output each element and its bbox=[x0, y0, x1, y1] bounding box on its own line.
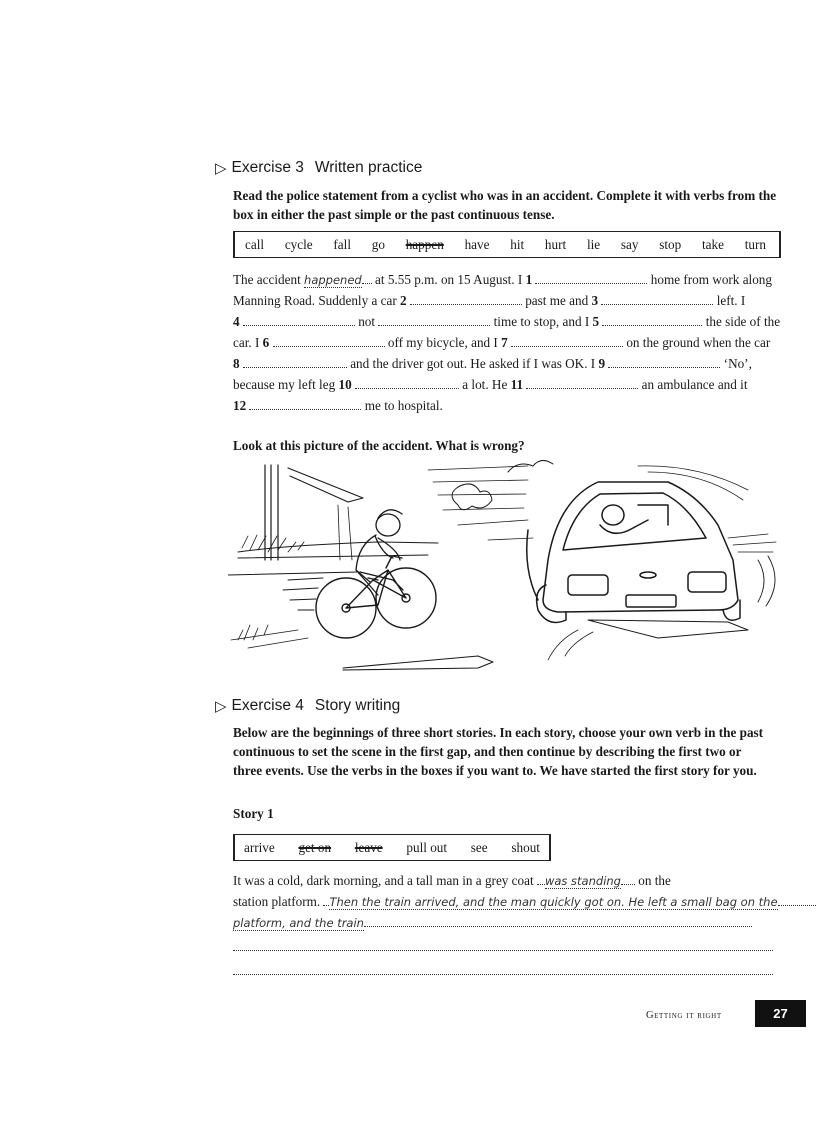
gap-12[interactable] bbox=[249, 397, 361, 410]
exercise-4-heading bbox=[215, 697, 400, 715]
ex3-word: happen bbox=[405, 236, 444, 252]
gap-4b[interactable] bbox=[378, 313, 490, 326]
gap-9[interactable] bbox=[608, 355, 720, 368]
statement-text: on the ground when the car bbox=[623, 335, 771, 350]
statement-line-1 bbox=[233, 269, 783, 290]
ex4-word: pull out bbox=[406, 839, 448, 855]
statement-text: the side of the bbox=[702, 314, 781, 329]
ex4-word: get on bbox=[298, 839, 332, 855]
story-1-text bbox=[233, 870, 778, 981]
gap-5[interactable] bbox=[602, 313, 702, 326]
story-line-2 bbox=[233, 891, 778, 912]
exercise-3-heading bbox=[215, 159, 422, 177]
statement-text: because my left leg bbox=[233, 377, 339, 392]
ex3-word: take bbox=[702, 236, 724, 252]
ex3-word: go bbox=[371, 236, 385, 252]
ex3-word: lie bbox=[586, 236, 601, 252]
running-title: Getting it right bbox=[646, 1010, 722, 1021]
statement-text: an ambulance and it bbox=[638, 377, 748, 392]
gap-number: 7 bbox=[501, 335, 508, 350]
gap-dots bbox=[778, 893, 816, 906]
ex3-word: stop bbox=[659, 236, 682, 252]
ex4-word: leave bbox=[354, 839, 383, 855]
exercise-3-number: Exercise 3 bbox=[231, 159, 304, 176]
statement-text: off my bicycle, and I bbox=[384, 335, 502, 350]
story-text: on the bbox=[634, 873, 671, 888]
triangle-arrow-icon: ▷ bbox=[215, 697, 227, 715]
story-text: station platform. bbox=[233, 894, 324, 909]
exercise-3-title: Written practice bbox=[314, 159, 423, 176]
statement-text: home from work along bbox=[647, 272, 772, 287]
ex3-word: hurt bbox=[544, 236, 567, 252]
gap-number: 1 bbox=[525, 272, 533, 287]
cyclist-icon bbox=[356, 510, 403, 595]
statement-line-5 bbox=[233, 353, 783, 374]
statement-line-3 bbox=[233, 311, 783, 332]
gap-number: 10 bbox=[338, 377, 352, 392]
writing-line[interactable] bbox=[233, 962, 773, 975]
gap-number: 12 bbox=[233, 398, 247, 413]
gap-number: 3 bbox=[591, 293, 599, 308]
writing-line[interactable] bbox=[364, 914, 752, 927]
gap-number: 2 bbox=[400, 293, 407, 308]
ex3-word: cycle bbox=[284, 236, 313, 252]
ex3-word: hit bbox=[510, 236, 525, 252]
story-text: It was a cold, dark morning, and a tall man in a grey coat bbox=[233, 873, 537, 888]
story-line-3 bbox=[233, 912, 778, 933]
writing-line[interactable] bbox=[233, 938, 773, 951]
gap-1[interactable] bbox=[535, 271, 647, 284]
exercise-3-instruction: Read the police statement from a cyclist who was in an accident. Complete it with verbs from the box in either the past simple or the past continuous tense. bbox=[233, 188, 777, 222]
statement-line-2 bbox=[233, 290, 783, 311]
ex4-word: see bbox=[470, 839, 488, 855]
bicycle-icon bbox=[316, 556, 436, 638]
gap-6[interactable] bbox=[273, 334, 385, 347]
ex3-word: say bbox=[620, 236, 639, 252]
ex3-word: turn bbox=[744, 236, 766, 252]
statement-text: The accident bbox=[233, 272, 305, 287]
statement-text: me to hospital. bbox=[361, 398, 443, 413]
ex3-word: call bbox=[245, 236, 265, 252]
statement-text: car. I bbox=[233, 335, 263, 350]
gap-dots bbox=[621, 872, 635, 885]
statement-text: a lot. He bbox=[458, 377, 511, 392]
statement-text: ‘No’, bbox=[720, 356, 752, 371]
gap-2[interactable] bbox=[410, 292, 522, 305]
statement-text: not bbox=[354, 314, 379, 329]
triangle-arrow-icon: ▷ bbox=[215, 159, 227, 177]
ex4-word: shout bbox=[511, 839, 540, 855]
gap-3[interactable] bbox=[601, 292, 713, 305]
statement-text: left. I bbox=[713, 293, 746, 308]
statement-text: Manning Road. Suddenly a car bbox=[233, 293, 401, 308]
gap-7[interactable] bbox=[511, 334, 623, 347]
statement-text: past me and bbox=[521, 293, 592, 308]
example-continuation: platform, and the train bbox=[233, 916, 364, 930]
accident-illustration bbox=[228, 460, 788, 685]
gap-dots bbox=[537, 872, 545, 885]
gap-number: 5 bbox=[592, 314, 600, 329]
statement-line-4 bbox=[233, 332, 783, 353]
gap-10[interactable] bbox=[355, 376, 459, 389]
statement-text: time to stop, and I bbox=[490, 314, 593, 329]
story-1-word-box bbox=[233, 834, 551, 861]
example-continuation: Then the train arrived, and the man quickly got on. He left a small bag on the bbox=[329, 895, 778, 909]
gap-number: 8 bbox=[233, 356, 240, 371]
exercise-3-word-box bbox=[233, 231, 781, 258]
statement-text: and the driver got out. He asked if I was OK. I bbox=[346, 356, 599, 371]
example-answer: happened bbox=[304, 273, 362, 287]
example-answer: was standing bbox=[544, 874, 621, 888]
exercise-4-title: Story writing bbox=[314, 697, 401, 714]
statement-line-7 bbox=[233, 395, 783, 416]
gap-4a[interactable] bbox=[243, 313, 355, 326]
gap-number: 6 bbox=[262, 335, 270, 350]
ex3-word: fall bbox=[333, 236, 351, 252]
exercise-4-number: Exercise 4 bbox=[231, 697, 304, 714]
story-1-label: Story 1 bbox=[233, 806, 274, 821]
story-line-4 bbox=[233, 936, 778, 957]
police-statement bbox=[233, 269, 783, 416]
road-marking-icon bbox=[288, 468, 363, 502]
ex3-word: have bbox=[464, 236, 490, 252]
page-number: 27 bbox=[773, 1006, 788, 1021]
gap-dots bbox=[362, 271, 372, 284]
exercise-4-instruction: Below are the beginnings of three short stories. In each story, choose your own verb in the past continuous to set the scene in the first gap, and then continue by describing the first two or three events. Use the verbs in the boxes if you want to. We have started the first story for you. bbox=[233, 725, 764, 778]
gap-number: 4 bbox=[233, 314, 240, 329]
gap-11[interactable] bbox=[526, 376, 638, 389]
statement-line-6 bbox=[233, 374, 783, 395]
story-line-1 bbox=[233, 870, 778, 891]
page-number-box bbox=[755, 1000, 806, 1027]
ex4-word: arrive bbox=[244, 839, 275, 855]
story-line-5 bbox=[233, 960, 778, 981]
car-icon bbox=[527, 482, 740, 622]
statement-text: at 5.55 p.m. on 15 August. I bbox=[371, 272, 526, 287]
picture-question: Look at this picture of the accident. What is wrong? bbox=[233, 438, 525, 453]
gap-number: 9 bbox=[598, 356, 606, 371]
gap-8[interactable] bbox=[243, 355, 347, 368]
gap-number: 11 bbox=[510, 377, 524, 392]
